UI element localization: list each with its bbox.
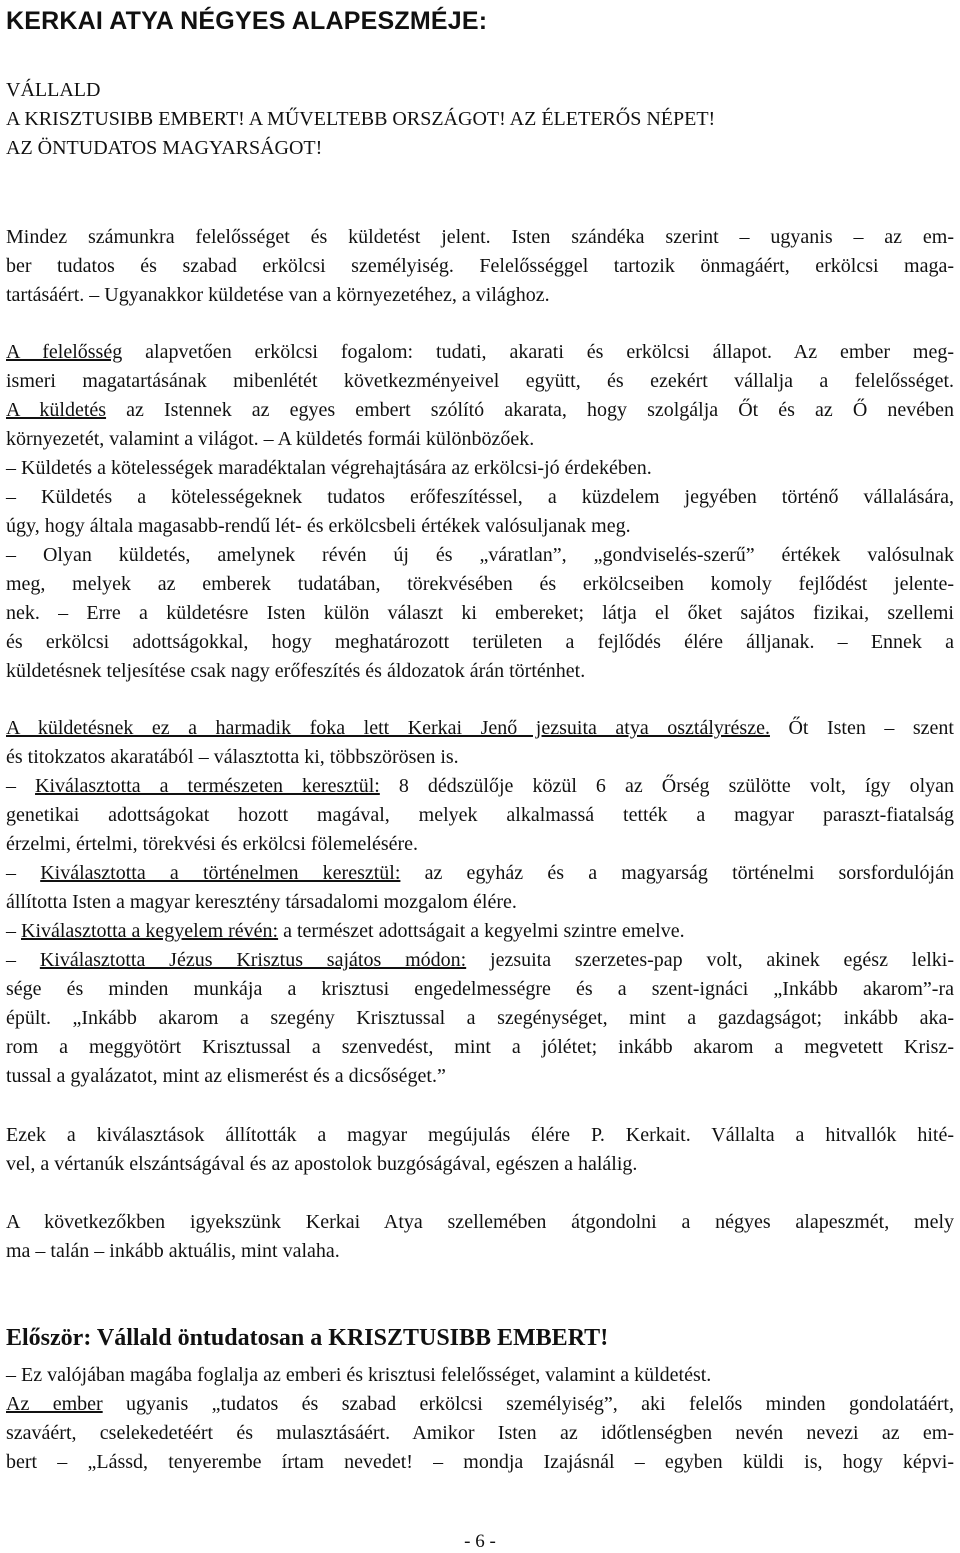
text-line: – Küldetés a kötelességeknek tudatos erőfeszítéssel, a küzdelem jegyében történő vállalására,: [6, 486, 954, 508]
text-line: és erkölcsi adottságokkal, hogy meghatározott területen a fejlődés élére álljanak. – Ennek a: [6, 631, 954, 653]
text-line: szaváért, cselekedetéért és mulasztásáért. Amikor Isten az időtlenségben nevén nevezi az em-: [6, 1422, 954, 1444]
slogan-line: VÁLLALD: [6, 79, 101, 101]
text-line: vel, a vértanúk elszántságával és az apostolok buzgóságával, egészen a halálig.: [6, 1153, 638, 1175]
text-line: épült. „Inkább akarom a szegény Krisztussal a szegénységet, mint a gazdagságot; inkább aka-: [6, 1007, 954, 1029]
text-line: – Küldetés a kötelességek maradéktalan végrehajtására az erkölcsi-jó érdekében.: [6, 457, 652, 479]
paragraph-definitions: [6, 338, 954, 686]
text-line: küldetésnek teljesítése csak nagy erőfeszítés és áldozatok árán történhet.: [6, 660, 586, 682]
text-line: meg, melyek az emberek tudatában, törekvésében és erkölcseiben komoly fejlődést jelente-: [6, 573, 954, 595]
text-line: ma – talán – inkább aktuális, mint valaha.: [6, 1240, 340, 1262]
text-line: úgy, hogy általa magasabb-rendű lét- és erkölcsbeli értékek valósuljanak meg.: [6, 515, 631, 537]
text-line: – Olyan küldetés, amelynek révén új és „váratlan”, „gondviselés-szerű” értékek valósulnak: [6, 544, 954, 566]
paragraph-intro: [6, 1208, 954, 1266]
underlined-term: Az ember: [6, 1393, 103, 1415]
text-line: – Kiválasztotta a természeten keresztül: 8 dédszülője közül 6 az Őrség szülötte volt, így olyan: [6, 775, 955, 797]
underlined-term: A küldetés: [6, 399, 107, 421]
text-line: környezetét, valamint a világot. – A küldetés formái különbözőek.: [6, 428, 535, 450]
text-line: érzelmi, értelmi, törekvési és erkölcsi fölemelésére.: [6, 833, 419, 855]
text-line: – Kiválasztotta Jézus Krisztus sajátos módon: jezsuita szerzetes-pap volt, akinek egész lelki-: [6, 949, 954, 971]
underlined-phrase: Kiválasztotta a történelmen keresztül:: [40, 862, 401, 884]
underlined-term: A felelősség: [6, 341, 123, 363]
text-line: – Kiválasztotta a kegyelem révén: a természet adottságait a kegyelmi szintre emelve.: [6, 920, 685, 942]
text-line: állította Isten a magyar keresztény társadalomi mozgalom élére.: [6, 891, 517, 913]
underlined-phrase: A küldetésnek ez a harmadik foka lett Kerkai Jenő jezsuita atya osztályrésze.: [6, 717, 770, 739]
page-number: - 6 -: [464, 1531, 496, 1552]
section-heading: Először: Vállald öntudatosan a KRISZTUSIBB EMBERT!: [6, 1325, 609, 1351]
text-line: rom a meggyötört Krisztussal a szenvedést, mint a jólétet; inkább akarom a megvetett Krisz-: [6, 1036, 954, 1058]
document-title: KERKAI ATYA NÉGYES ALAPESZMÉJE:: [6, 7, 488, 35]
paragraph-christian-man: [6, 1361, 954, 1477]
text-line: ismeri magatartásának mibenlétét következményeivel együtt, és ezekért vállalja a felelősséget.: [6, 370, 954, 392]
text-line: – Ez valójában magába foglalja az emberi és krisztusi felelősséget, valamint a küldetést.: [6, 1364, 712, 1386]
text-line: ber tudatos és szabad erkölcsi személyiség. Felelősséggel tartozik önmagáért, erkölcsi maga-: [6, 255, 954, 277]
text-line: és titokzatos akaratából – választotta ki, többszörösen is.: [6, 746, 459, 768]
text-line: A küldetés az Istennek az egyes embert szólító akarata, hogy szolgálja Őt és az Ő nevében: [6, 399, 954, 421]
underlined-phrase: Kiválasztotta a kegyelem révén:: [21, 920, 279, 942]
text-line: nek. – Erre a küldetésre Isten külön választ ki embereket; látja el őket sajátos fizikai, szellemi: [6, 602, 954, 624]
paragraph-kerkai-selection: [6, 714, 954, 1091]
slogan-block: [6, 76, 715, 163]
slogan-line: A KRISZTUSIBB EMBERT! A MŰVELTEBB ORSZÁGOT! AZ ÉLETERŐS NÉPET!: [6, 108, 716, 130]
paragraph-renewal: [6, 1121, 954, 1179]
text-line: sége és minden munkája a krisztusi engedelmességre és a szent-ignáci „Inkább akarom”-ra: [6, 978, 954, 1000]
paragraph-responsibility-mission: [6, 223, 954, 310]
text-line: Ezek a kiválasztások állították a magyar megújulás élére P. Kerkait. Vállalta a hitvallók hité-: [6, 1124, 954, 1146]
text-line: A következőkben igyekszünk Kerkai Atya szellemében átgondolni a négyes alapeszmét, mely: [6, 1211, 954, 1233]
text-line: – Kiválasztotta a történelmen keresztül: az egyház és a magyarság történelmi sorsfordulóján: [6, 862, 954, 884]
text-line: bert – „Lássd, tenyerembe írtam nevedet! – mondja Izajásnál – egyben küldi is, hogy képvi-: [6, 1451, 954, 1473]
slogan-line: AZ ÖNTUDATOS MAGYARSÁGOT!: [6, 137, 323, 159]
text-line: A küldetésnek ez a harmadik foka lett Kerkai Jenő jezsuita atya osztályrésze. Őt Isten – szent: [6, 717, 954, 739]
text-line: Az ember ugyanis „tudatos és szabad erkölcsi személyiség”, aki felelős minden gondolatáért,: [6, 1393, 954, 1415]
text-line: tussal a gyalázatot, mint az elismerést és a dicsőséget.”: [6, 1065, 446, 1087]
underlined-phrase: Kiválasztotta Jézus Krisztus sajátos módon:: [39, 949, 467, 971]
underlined-phrase: Kiválasztotta a természeten keresztül:: [35, 775, 380, 797]
text-line: A felelősség alapvetően erkölcsi fogalom: tudati, akarati és erkölcsi állapot. Az ember meg-: [6, 341, 955, 363]
text-line: tartásáért. – Ugyanakkor küldetése van a környezetéhez, a világhoz.: [6, 284, 550, 306]
text-line: genetikai adottságokat hozott magával, melyek alkalmassá tették a magyar paraszt-fiatalság: [6, 804, 954, 826]
text-line: Mindez számunkra felelősséget és küldetést jelent. Isten szándéka szerint – ugyanis – az em-: [6, 226, 954, 248]
